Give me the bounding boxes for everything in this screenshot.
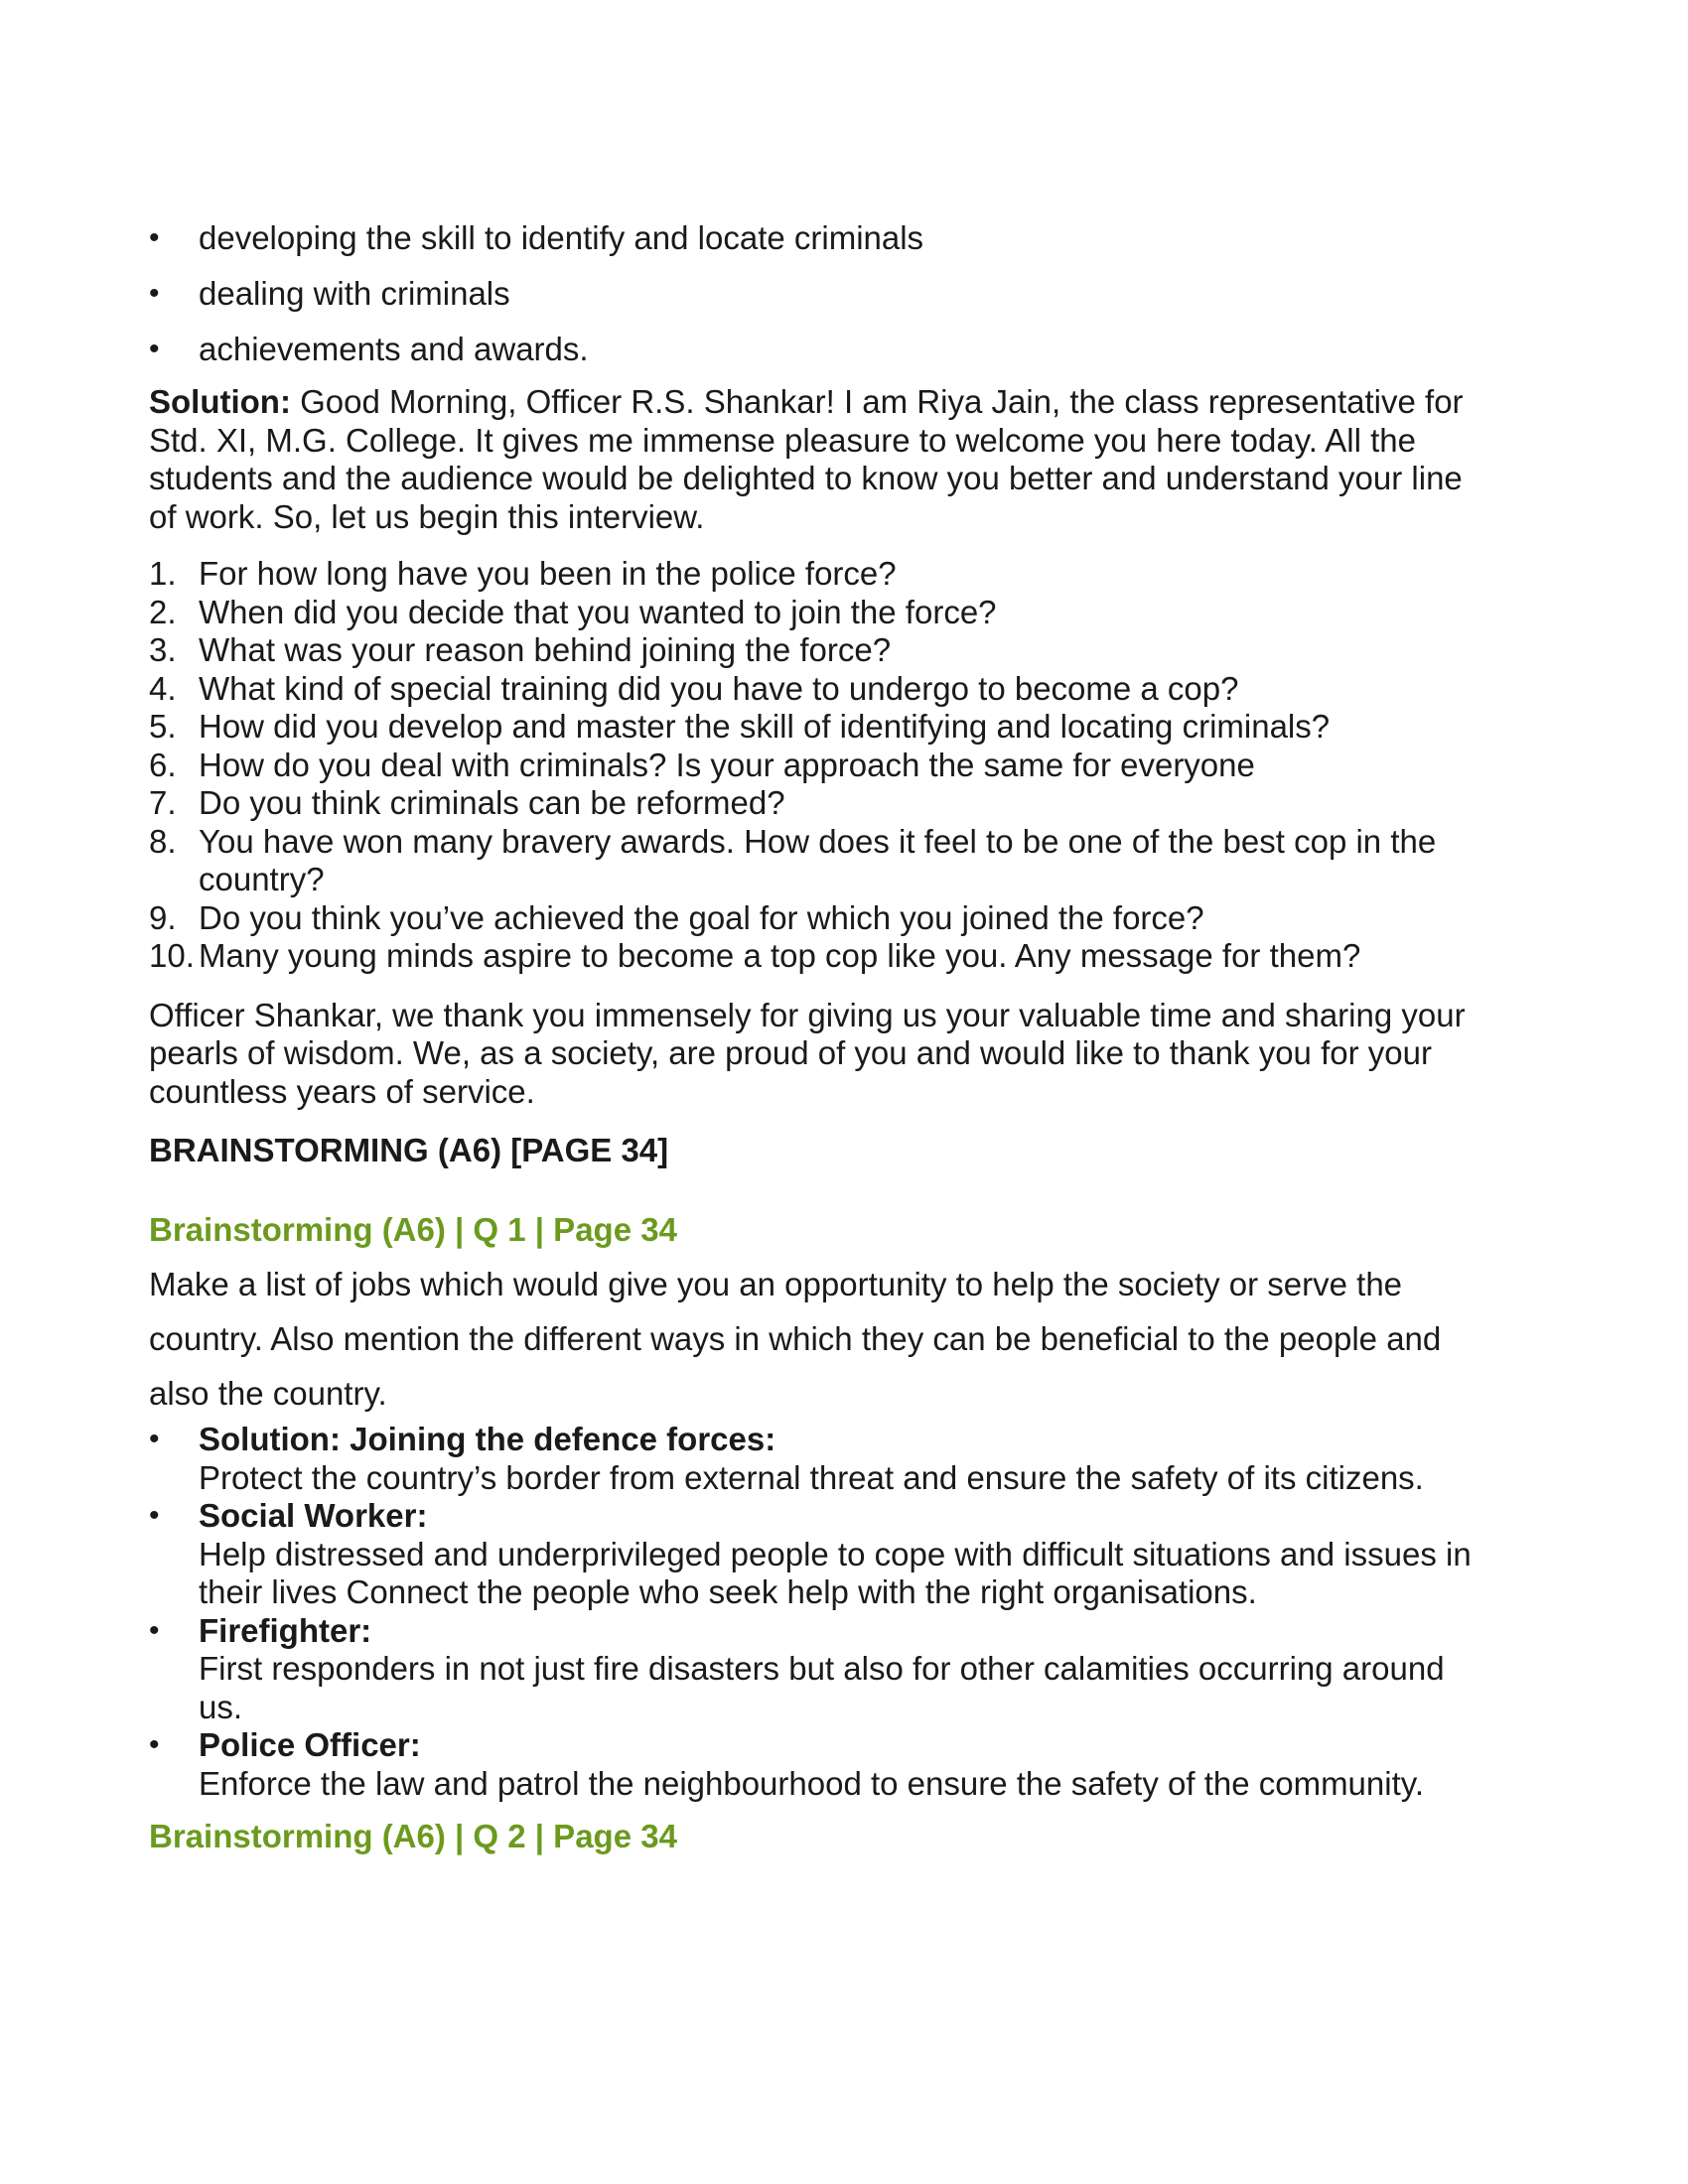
question-text: What was your reason behind joining the force? xyxy=(199,631,892,668)
list-item xyxy=(149,1612,1489,1727)
question-number: 2. xyxy=(149,593,177,630)
question-item xyxy=(149,823,1489,899)
question-number: 10. xyxy=(149,937,195,974)
question-prompt: Make a list of jobs which would give you an opportunity to help the society or serve the country. Also mention the different ways in which they can be beneficial to the people and also the country. xyxy=(149,1266,1442,1412)
jobs-list xyxy=(149,1421,1489,1803)
job-title: • Social Worker: xyxy=(199,1497,428,1534)
job-description: Help distressed and underprivileged people to cope with difficult situations and issues in their lives Connect the people who seek help with the right organisations. xyxy=(199,1535,1472,1610)
page-content xyxy=(149,210,1489,1856)
question-number: 8. xyxy=(149,822,177,860)
job-description: Protect the country’s border from external threat and ensure the safety of its citizens. xyxy=(199,1458,1424,1496)
job-description: Enforce the law and patrol the neighbourhood to ensure the safety of the community. xyxy=(199,1764,1424,1802)
solution-text: Good Morning, Officer R.S. Shankar! I am Riya Jain, the class representative for Std. XI, M.G. College. It gives me immense pleasure to welcome you here today. All the students and the audience would be delighted to know you better and understand your line of work. So, let us begin this interview. xyxy=(149,383,1464,535)
section-heading: BRAINSTORMING (A6) [PAGE 34] xyxy=(149,1132,669,1168)
question-item xyxy=(149,784,1489,823)
list-item xyxy=(149,1421,1489,1497)
job-title: • Solution: Joining the defence forces: xyxy=(199,1421,776,1457)
job-title: • Police Officer: xyxy=(199,1726,421,1763)
question-item xyxy=(149,594,1489,632)
question-number: 3. xyxy=(149,631,177,668)
question-text: Do you think criminals can be reformed? xyxy=(199,784,785,821)
question-text: Do you think you’ve achieved the goal for which you joined the force? xyxy=(199,898,1204,936)
question-heading: Brainstorming (A6) | Q 1 | Page 34 xyxy=(149,1211,677,1248)
question-item xyxy=(149,937,1489,976)
question-item xyxy=(149,555,1489,594)
question-number: 6. xyxy=(149,746,177,783)
question-item xyxy=(149,708,1489,747)
question-text: How do you deal with criminals? Is your approach the same for everyone xyxy=(199,746,1255,783)
solution-label: Solution: xyxy=(149,383,291,420)
job-title: • Firefighter: xyxy=(199,1611,372,1649)
job-description: First responders in not just fire disasters but also for other calamities occurring around us. xyxy=(199,1650,1445,1725)
interview-questions xyxy=(149,555,1489,976)
list-item: • achievements and awards. xyxy=(149,322,1489,377)
question-text: You have won many bravery awards. How does it feel to be one of the best cop in the country? xyxy=(199,822,1437,897)
list-item xyxy=(149,1497,1489,1612)
solution-intro xyxy=(149,383,1489,536)
question-text: How did you develop and master the skill of identifying and locating criminals? xyxy=(199,708,1331,745)
question-item xyxy=(149,631,1489,670)
question-number: 9. xyxy=(149,898,177,936)
question-number: 4. xyxy=(149,669,177,707)
list-item xyxy=(149,1726,1489,1803)
question-text: For how long have you been in the police force? xyxy=(199,555,897,592)
list-item: • dealing with criminals xyxy=(149,266,1489,322)
question-heading: Brainstorming (A6) | Q 2 | Page 34 xyxy=(149,1818,677,1854)
question-item xyxy=(149,747,1489,785)
question-number: 7. xyxy=(149,784,177,821)
question-item xyxy=(149,899,1489,938)
list-item: • developing the skill to identify and locate criminals xyxy=(149,210,1489,266)
question-number: 1. xyxy=(149,555,177,592)
question-text: Many young minds aspire to become a top cop like you. Any message for them? xyxy=(199,937,1361,974)
question-text: When did you decide that you wanted to join the force? xyxy=(199,593,997,630)
question-item xyxy=(149,670,1489,709)
question-text: What kind of special training did you have to undergo to become a cop? xyxy=(199,669,1239,707)
closing-paragraph: Officer Shankar, we thank you immensely for giving us your valuable time and sharing your pearls of wisdom. We, as a society, are proud of you and would like to thank you for your countless years of service. xyxy=(149,996,1466,1110)
topics-list xyxy=(149,210,1489,377)
question-number: 5. xyxy=(149,708,177,745)
